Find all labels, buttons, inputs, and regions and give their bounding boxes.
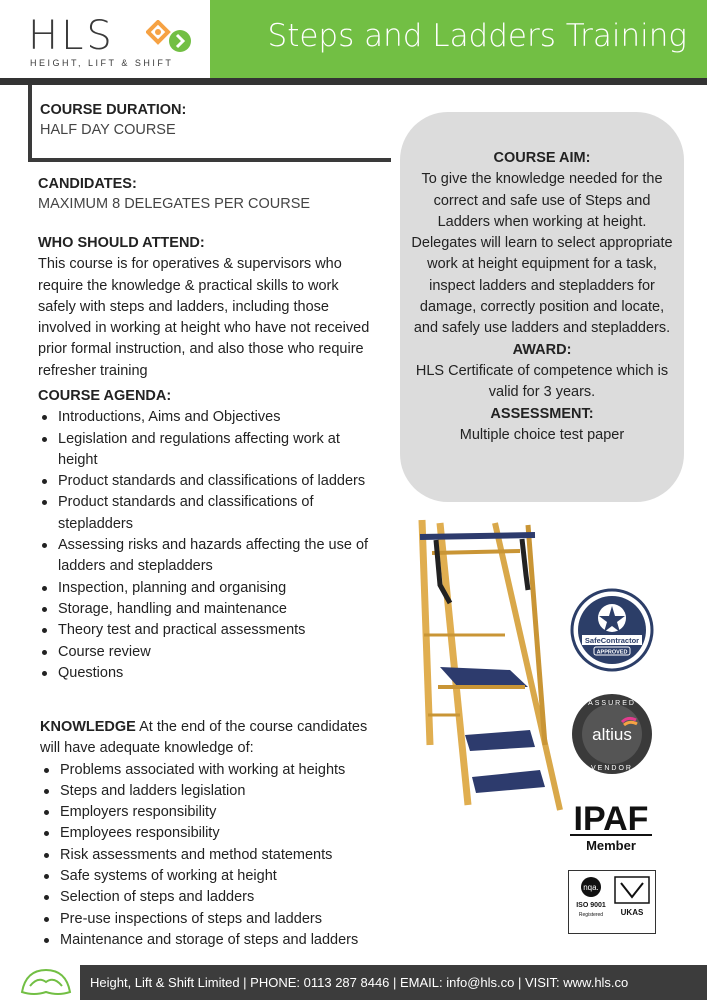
agenda-item: Product standards and classifications of stepladders [38, 492, 383, 535]
candidates-label: CANDIDATES: [38, 176, 137, 192]
ipaf-name: IPAF [573, 800, 649, 838]
agenda-item: Introductions, Aims and Objectives [38, 407, 383, 428]
knowledge-item: Safe systems of working at height [40, 866, 385, 887]
duration-section [40, 102, 186, 138]
duration-accent-bar [28, 85, 32, 160]
altius-bottom-text: VENDOR [591, 765, 633, 772]
agenda-item: Theory test and practical assessments [38, 620, 383, 641]
iso-standard: ISO 9001 [576, 902, 606, 909]
agenda-item: Inspection, planning and organising [38, 578, 383, 599]
knowledge-intro: At the end of the course candidates will have adequate knowledge of: [40, 719, 368, 757]
footer-leaf-icon [18, 962, 74, 1000]
safecontractor-name: SafeContractor [584, 636, 640, 645]
iso-ukas: UKAS [620, 908, 644, 917]
stepladder-image [410, 515, 570, 815]
agenda-list [38, 407, 383, 684]
header-band [210, 0, 707, 78]
header-logo-area [0, 0, 210, 78]
agenda-item: Storage, handling and maintenance [38, 599, 383, 620]
duration-value: HALF DAY COURSE [40, 122, 176, 138]
altius-badge-icon [570, 692, 654, 776]
iso-ukas-icon [569, 871, 655, 933]
agenda-item: Assessing risks and hazards affecting the use of ladders and stepladders [38, 535, 383, 578]
altius-name: altius [592, 725, 632, 744]
attend-section [38, 233, 378, 382]
knowledge-list [40, 760, 385, 952]
iso-registered: Registered [578, 912, 604, 918]
iso-9001-badge [568, 870, 656, 934]
section-divider [28, 158, 391, 162]
award-label: AWARD: [512, 341, 572, 358]
candidates-value: MAXIMUM 8 DELEGATES PER COURSE [38, 196, 311, 212]
aim-text: To give the knowledge needed for the correct and safe use of Steps and Ladders when working at height. Delegates will learn to select appropriate work at height equipment for a task, inspect ladders and stepladders for damage, correctly position and locate, and safely use ladders and stepladders. [411, 171, 673, 337]
safecontractor-status: APPROVED [596, 649, 628, 656]
iso-nqa: nqa. [583, 883, 599, 892]
knowledge-section [40, 717, 385, 951]
logo-mark-icon [146, 20, 196, 54]
knowledge-item: Steps and ladders legislation [40, 781, 385, 802]
knowledge-item: Maintenance and storage of steps and ladders [40, 930, 385, 951]
aim-label: COURSE AIM: [493, 150, 591, 166]
agenda-item: Course review [38, 642, 383, 663]
knowledge-item: Problems associated with working at heights [40, 760, 385, 781]
logo-text: HLS [28, 13, 115, 59]
header-divider [0, 78, 707, 85]
candidates-section [38, 176, 310, 212]
agenda-label: COURSE AGENDA: [38, 388, 172, 404]
agenda-item: Questions [38, 663, 383, 684]
course-aim-box [400, 112, 684, 502]
altius-top-text: ASSURED [588, 700, 636, 707]
knowledge-item: Selection of steps and ladders [40, 887, 385, 908]
knowledge-item: Pre-use inspections of steps and ladders [40, 909, 385, 930]
duration-label: COURSE DURATION: [40, 102, 187, 118]
ipaf-member-badge-icon [568, 794, 654, 854]
safecontractor-badge-icon [570, 588, 654, 672]
attend-label: WHO SHOULD ATTEND: [38, 235, 205, 251]
knowledge-item: Employers responsibility [40, 802, 385, 823]
footer-bar [80, 965, 707, 1000]
knowledge-label: KNOWLEDGE [40, 719, 136, 735]
knowledge-item: Employees responsibility [40, 823, 385, 844]
page-title: Steps and Ladders Training [267, 18, 687, 54]
agenda-item: Product standards and classifications of ladders [38, 471, 383, 492]
footer-contact-text: Height, Lift & Shift Limited | PHONE: 0113 287 8446 | EMAIL: info@hls.co | VISIT: www.hls.co [90, 975, 629, 990]
assessment-label: ASSESSMENT: [490, 405, 594, 422]
award-text: HLS Certificate of competence which is valid for 3 years. [415, 362, 669, 401]
logo-tagline: HEIGHT, LIFT & SHIFT [30, 58, 174, 68]
assessment-text: Multiple choice test paper [459, 426, 625, 443]
knowledge-intro-block [40, 717, 385, 760]
ipaf-member-text: Member [586, 838, 636, 853]
agenda-section [38, 386, 383, 684]
knowledge-item: Risk assessments and method statements [40, 845, 385, 866]
agenda-item: Legislation and regulations affecting work at height [38, 429, 383, 472]
attend-text: This course is for operatives & supervisors who require the knowledge & practical skills to work safely with steps and ladders, including those involved in working at height who have not received prior formal instruction, and also those who require refresher training [38, 256, 370, 379]
